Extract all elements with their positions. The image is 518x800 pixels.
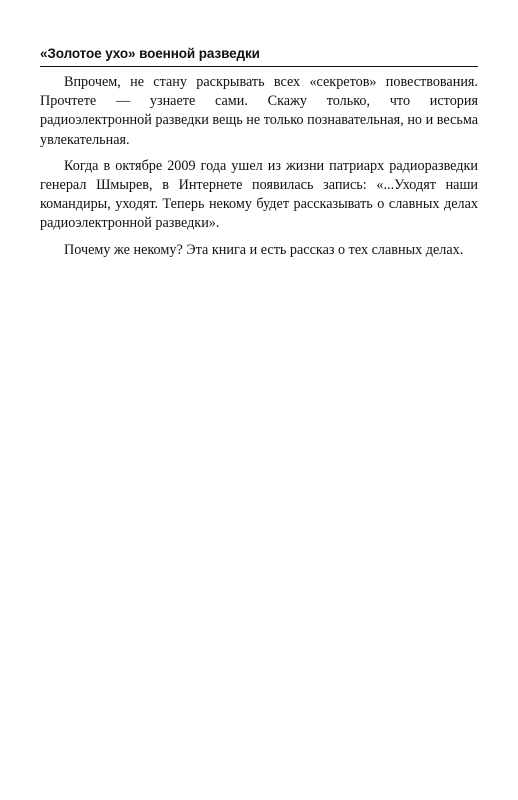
- header-rule: [40, 66, 478, 67]
- paragraph-2: Когда в октябре 2009 года ушел из жизни патриарх радиоразведки генерал Шмырев, в Интернете появилась запись: «...Уходят наши командиры, уходят. Теперь некому будет рассказывать о славных делах радиоэлектронной разведки».: [40, 157, 478, 232]
- running-header-title: «Золотое ухо» военной разведки: [40, 46, 260, 61]
- body-text: [40, 73, 478, 267]
- paragraph-1: Впрочем, не стану раскрывать всех «секретов» повествования. Прочтете — узнаете сами. Скажу только, что история радиоэлектронной разведки вещь не только познавательная, но и весьма увлекательная.: [40, 74, 478, 148]
- paragraph-3: Почему же некому? Эта книга и есть рассказ о тех славных делах.: [64, 241, 464, 258]
